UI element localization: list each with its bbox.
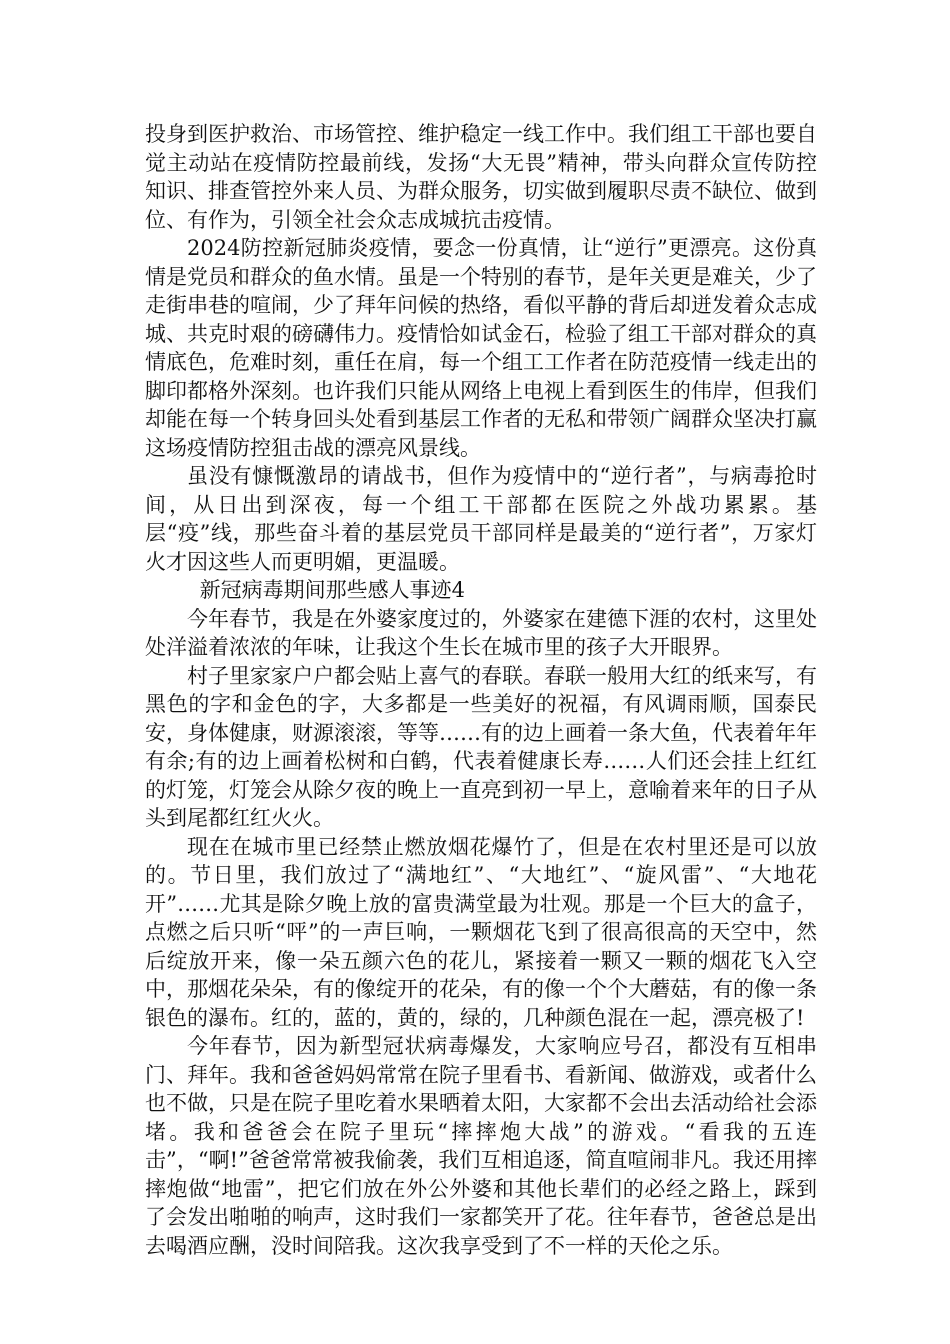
- paragraph: 今年春节，我是在外婆家度过的，外婆家在建德下涯的农村，这里处处洋溢着浓浓的年味，让我这个生长在城市里的孩子大开眼界。: [145, 606, 817, 659]
- paragraph: 村子里家家户户都会贴上喜气的春联。春联一般用大红的纸来写，有黑色的字和金色的字，大多都是一些美好的祝福，有风调雨顺，国泰民安，身体健康，财源滚滚，等等……有的边上画着一条大鱼，代表着年年有余;有的边上画着松树和白鹤，代表着健康长寿……人们还会挂上红红的灯笼，灯笼会从除夕夜的晚上一直亮到初一早上，意喻着来年的日子从头到尾都红红火火。: [145, 663, 817, 830]
- paragraph: 虽没有慷慨激昂的请战书，但作为疫情中的“逆行者”，与病毒抢时间，从日出到深夜，每一个组工干部都在医院之外战功累累。基层“疫”线，那些奋斗着的基层党员干部同样是最美的“逆行者”，万家灯火才因这些人而更明媚，更温暖。: [145, 464, 817, 574]
- section-heading: 新冠病毒期间那些感人事迹4: [199, 578, 465, 602]
- paragraph-continuation: 投身到医护救治、市场管控、维护稳定一线工作中。我们组工干部也要自觉主动站在疫情防控最前线，发扬“大无畏”精神，带头向群众宣传防控知识、排查管控外来人员、为群众服务，切实做到履职尽责不缺位、做到位、有作为，引领全社会众志成城抗击疫情。: [145, 122, 817, 232]
- paragraph: 今年春节，因为新型冠状病毒爆发，大家响应号召，都没有互相串门、拜年。我和爸爸妈妈常常在院子里看书、看新闻、做游戏，或者什么也不做，只是在院子里吃着水果晒着太阳，大家都不会出去活动给社会添堵。我和爸爸会在院子里玩“摔摔炮大战”的游戏。“看我的五连击”，“啊!”爸爸常常被我偷袭，我们互相追逐，简直喧闹非凡。我还用摔摔炮做“地雷”，把它们放在外公外婆和其他长辈们的必经之路上，踩到了会发出啪啪的响声，这时我们一家都笑开了花。往年春节，爸爸总是出去喝酒应酬，没时间陪我。这次我享受到了不一样的天伦之乐。: [145, 1034, 817, 1258]
- paragraph: 现在在城市里已经禁止燃放烟花爆竹了，但是在农村里还是可以放的。节日里，我们放过了“满地红”、“大地红”、“旋风雷”、“大地花开”……尤其是除夕晚上放的富贵满堂最为壮观。那是一个巨大的盒子，点燃之后只听“呯”的一声巨响，一颗烟花飞到了很高很高的天空中，然后绽放开来，像一朵五颜六色的花儿，紧接着一颗又一颗的烟花飞入空中，那烟花朵朵，有的像绽开的花朵，有的像一个个大蘑菇，有的像一条银色的瀑布。红的，蓝的，黄的，绿的，几种颜色混在一起，漂亮极了!: [145, 834, 817, 1030]
- paragraph: 2024防控新冠肺炎疫情，要念一份真情，让“逆行”更漂亮。这份真情是党员和群众的鱼水情。虽是一个特别的春节，是年关更是难关，少了走街串巷的喧闹，少了拜年问候的热络，看似平静的背后却迸发着众志成城、共克时艰的磅礴伟力。疫情恰如试金石，检验了组工干部对群众的真情底色，危难时刻，重任在肩，每一个组工工作者在防范疫情一线走出的脚印都格外深刻。也许我们只能从网络上电视上看到医生的伟岸，但我们却能在每一个转身回头处看到基层工作者的无私和带领广阔群众坚决打赢这场疫情防控狙击战的漂亮风景线。: [145, 236, 817, 460]
- document-body: [145, 120, 817, 1260]
